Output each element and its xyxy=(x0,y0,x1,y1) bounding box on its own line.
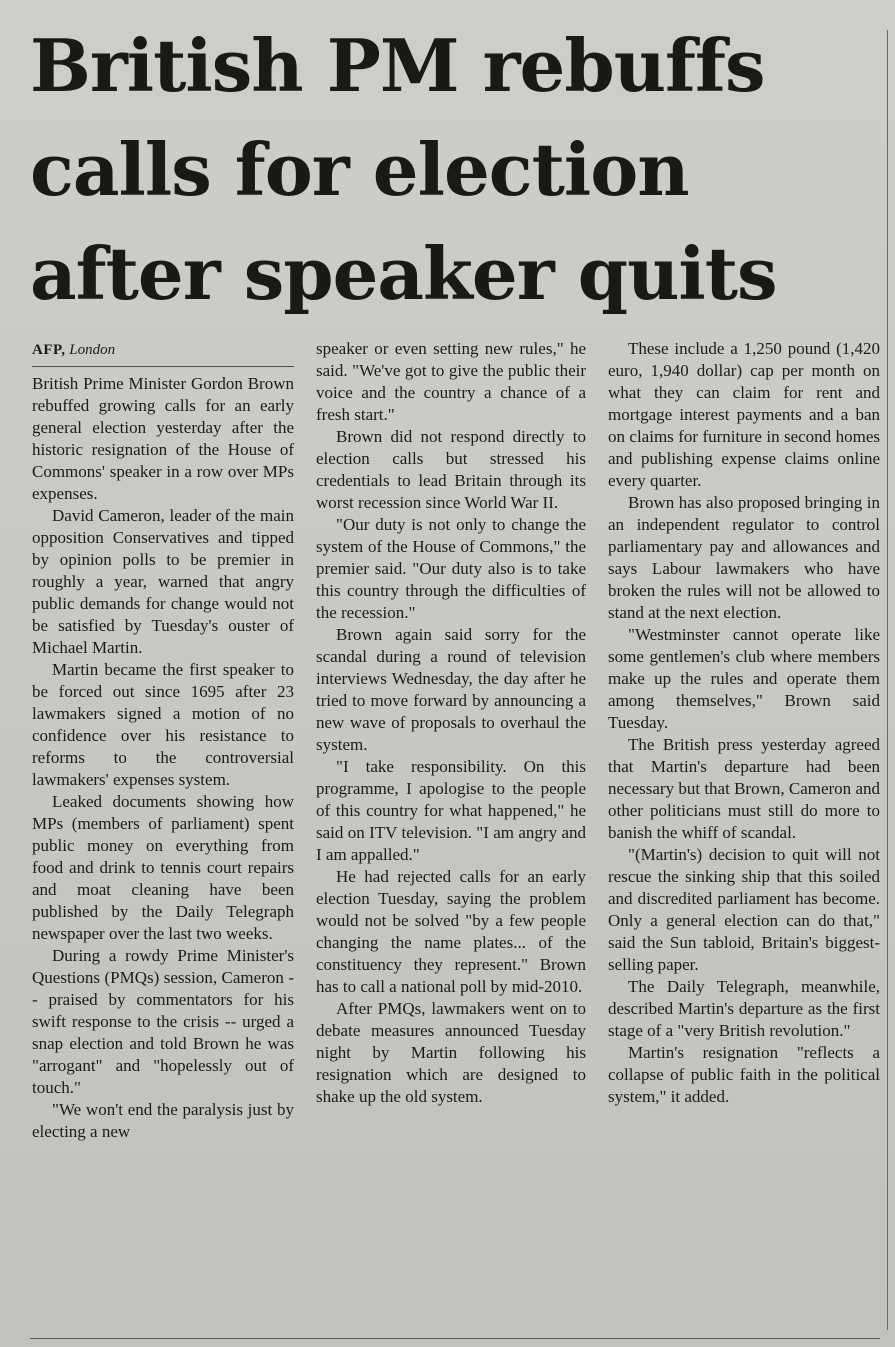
headline: British PM rebuffs calls for election after speaker quits xyxy=(30,23,777,316)
paragraph: The British press yesterday agreed that Martin's departure had been necessary but that Brown, Cameron and other politicians must still do more to banish the whiff of scandal. xyxy=(608,735,880,842)
bottom-rule xyxy=(30,1338,880,1339)
byline xyxy=(32,340,294,367)
paragraph: Brown has also proposed bringing in an independent regulator to control parliamentary pay and allowances and says Labour lawmakers who have broken the rules will not be allowed to stand at the next election. xyxy=(608,493,880,622)
paragraph: "Westminster cannot operate like some gentlemen's club where members make up the rules and operate them among themselves," Brown said Tuesday. xyxy=(608,625,880,732)
paragraph: These include a 1,250 pound (1,420 euro, 1,940 dollar) cap per month on what they can claim for rent and mortgage interest payments and a ban on claims for furniture in second homes and publishing expense claims online every quarter. xyxy=(608,339,880,490)
byline-agency: AFP, xyxy=(32,342,66,358)
byline-location: London xyxy=(69,342,116,358)
article-column-3 xyxy=(608,338,880,1108)
column-rule xyxy=(887,30,888,1330)
paragraph: Martin's resignation "reflects a collapse of public faith in the political system," it added. xyxy=(608,1043,880,1106)
paragraph: He had rejected calls for an early election Tuesday, saying the problem would not be solved "by a few people changing the name plates... of the constituency they represent." Brown has to call a national poll by mid-2010. xyxy=(316,867,586,996)
paragraph: The Daily Telegraph, meanwhile, described Martin's departure as the first stage of a "very British revolution." xyxy=(608,977,880,1040)
paragraph: During a rowdy Prime Minister's Questions (PMQs) session, Cameron -- praised by commentators for his swift response to the crisis -- urged a snap election and told Brown he was "arrogant" and "hopelessly out of touch." xyxy=(32,946,294,1097)
paragraph: British Prime Minister Gordon Brown rebuffed growing calls for an early general election yesterday after the historic resignation of the House of Commons' speaker in a row over MPs expenses. xyxy=(32,374,294,503)
paragraph: "I take responsibility. On this programme, I apologise to the people of this country for what happened," he said on ITV television. "I am angry and I am appalled." xyxy=(316,757,586,864)
paragraph: Leaked documents showing how MPs (members of parliament) spent public money on everything from food and drink to tennis court repairs and moat cleaning have been published by the Daily Telegraph newspaper over the last two weeks. xyxy=(32,792,294,943)
paragraph: "We won't end the paralysis just by electing a new xyxy=(32,1100,294,1141)
article-column-1 xyxy=(32,340,294,1143)
paragraph: David Cameron, leader of the main opposition Conservatives and tipped by opinion polls to be premier in roughly a year, warned that angry public demands for change would not be satisfied by Tuesday's ouster of Michael Martin. xyxy=(32,506,294,657)
article-column-2 xyxy=(316,338,586,1108)
paragraph: speaker or even setting new rules," he said. "We've got to give the public their voice and the country a chance of a fresh start." xyxy=(316,339,586,424)
paragraph: Brown did not respond directly to election calls but stressed his credentials to lead Britain through its worst recession since World War II. xyxy=(316,427,586,512)
paragraph: "Our duty is not only to change the system of the House of Commons," the premier said. "Our duty also is to take this country through the difficulties of the recession." xyxy=(316,515,586,622)
paragraph: Brown again said sorry for the scandal during a round of television interviews Wednesday, the day after he tried to move forward by announcing a new wave of proposals to overhaul the system. xyxy=(316,625,586,754)
paragraph: Martin became the first speaker to be forced out since 1695 after 23 lawmakers signed a motion of no confidence over his resistance to reforms to the controversial lawmakers' expenses system. xyxy=(32,660,294,789)
paragraph: After PMQs, lawmakers went on to debate measures announced Tuesday night by Martin following his resignation which are designed to shake up the old system. xyxy=(316,999,586,1106)
paragraph: "(Martin's) decision to quit will not rescue the sinking ship that this soiled and discredited parliament has become. Only a general election can do that," said the Sun tabloid, Britain's biggest-selling paper. xyxy=(608,845,880,974)
